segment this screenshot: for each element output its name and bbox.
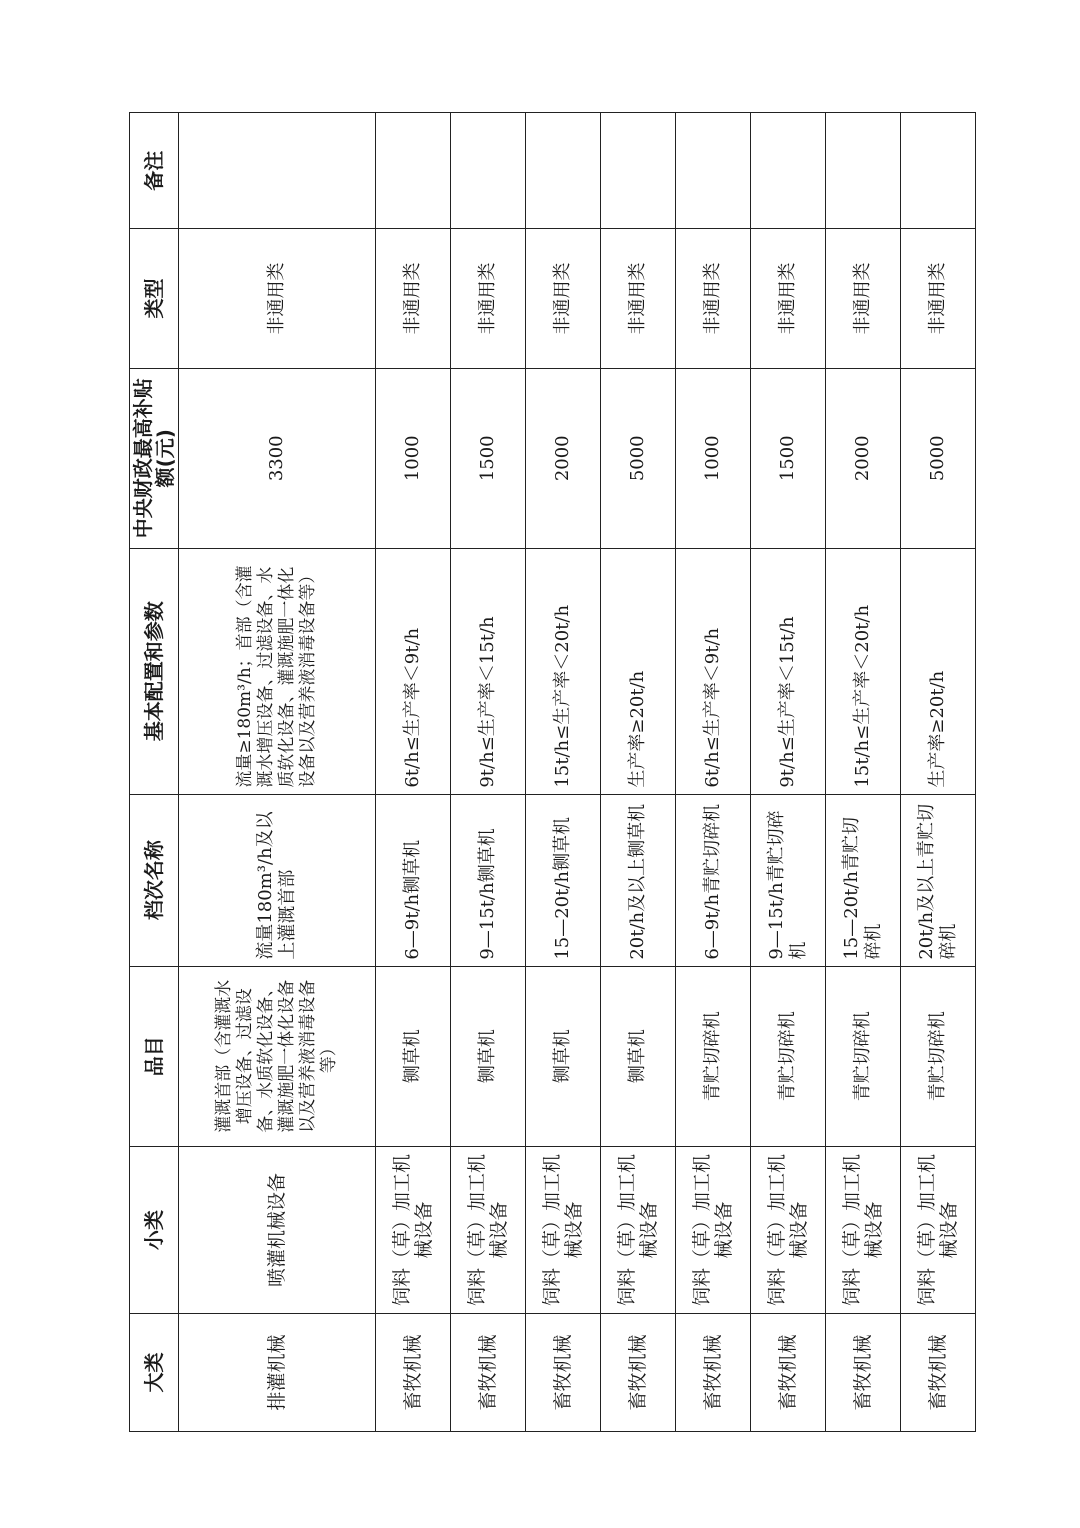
category-cell: 畜牧机械	[826, 1314, 901, 1432]
table-header-row	[130, 113, 179, 1432]
category-cell: 畜牧机械	[526, 1314, 601, 1432]
subcategory-cell: 饲料（草）加工机械设备	[751, 1146, 826, 1313]
note-cell	[451, 113, 526, 229]
category-cell: 畜牧机械	[451, 1314, 526, 1432]
params-cell: 6t/h≤生产率＜9t/h	[376, 548, 451, 794]
table-row	[676, 113, 751, 1432]
grade-cell: 6—9t/h铡草机	[376, 794, 451, 966]
type-cell: 非通用类	[376, 229, 451, 368]
type-cell: 非通用类	[901, 229, 976, 368]
category-cell: 畜牧机械	[751, 1314, 826, 1432]
params-cell: 生产率≥20t/h	[601, 548, 676, 794]
table-row	[601, 113, 676, 1432]
table-row	[826, 113, 901, 1432]
params-cell: 流量≥180m³/h；首部（含灌溉水增压设备、过滤设备、水质软化设备、灌溉施肥一体化设备以及营养液消毒设备等）	[179, 548, 376, 794]
subcategory-cell: 饲料（草）加工机械设备	[601, 1146, 676, 1313]
type-cell: 非通用类	[526, 229, 601, 368]
grade-cell: 15—20t/h青贮切碎机	[826, 794, 901, 966]
table-row	[451, 113, 526, 1432]
table-row	[901, 113, 976, 1432]
header-subsidy: 中央财政最高补贴额(元)	[130, 368, 179, 548]
subcategory-cell: 饲料（草）加工机械设备	[826, 1146, 901, 1313]
grade-cell: 20t/h及以上铡草机	[601, 794, 676, 966]
params-cell: 9t/h≤生产率＜15t/h	[451, 548, 526, 794]
item-cell: 铡草机	[601, 966, 676, 1146]
rotated-table-container	[129, 112, 960, 1432]
category-cell: 排灌机械	[179, 1314, 376, 1432]
table-row	[179, 113, 376, 1432]
note-cell	[826, 113, 901, 229]
subsidy-cell: 2000	[526, 368, 601, 548]
subsidy-cell: 5000	[901, 368, 976, 548]
category-cell: 畜牧机械	[676, 1314, 751, 1432]
subsidy-cell: 1000	[676, 368, 751, 548]
category-cell: 畜牧机械	[601, 1314, 676, 1432]
table-row	[376, 113, 451, 1432]
header-params: 基本配置和参数	[130, 548, 179, 794]
grade-cell: 15—20t/h铡草机	[526, 794, 601, 966]
subcategory-cell: 饲料（草）加工机械设备	[376, 1146, 451, 1313]
subsidy-cell: 5000	[601, 368, 676, 548]
header-subcategory: 小类	[130, 1146, 179, 1313]
item-cell: 灌溉首部（含灌溉水增压设备、过滤设备、水质软化设备、灌溉施肥一体化设备以及营养液消毒设备等）	[179, 966, 376, 1146]
subcategory-cell: 饲料（草）加工机械设备	[526, 1146, 601, 1313]
item-cell: 铡草机	[376, 966, 451, 1146]
item-cell: 铡草机	[526, 966, 601, 1146]
header-type: 类型	[130, 229, 179, 368]
table-row	[751, 113, 826, 1432]
subsidy-cell: 3300	[179, 368, 376, 548]
subsidy-cell: 2000	[826, 368, 901, 548]
type-cell: 非通用类	[751, 229, 826, 368]
grade-cell: 6—9t/h青贮切碎机	[676, 794, 751, 966]
type-cell: 非通用类	[601, 229, 676, 368]
table-row	[526, 113, 601, 1432]
type-cell: 非通用类	[826, 229, 901, 368]
subcategory-cell: 饲料（草）加工机械设备	[451, 1146, 526, 1313]
type-cell: 非通用类	[676, 229, 751, 368]
category-cell: 畜牧机械	[376, 1314, 451, 1432]
type-cell: 非通用类	[451, 229, 526, 368]
item-cell: 青贮切碎机	[901, 966, 976, 1146]
header-grade: 档次名称	[130, 794, 179, 966]
item-cell: 青贮切碎机	[676, 966, 751, 1146]
subcategory-cell: 喷灌机械设备	[179, 1146, 376, 1313]
grade-cell: 流量180m³/h及以上灌溉首部	[179, 794, 376, 966]
header-note: 备注	[130, 113, 179, 229]
subsidy-cell: 1500	[751, 368, 826, 548]
params-cell: 6t/h≤生产率＜9t/h	[676, 548, 751, 794]
note-cell	[901, 113, 976, 229]
item-cell: 青贮切碎机	[826, 966, 901, 1146]
grade-cell: 20t/h及以上青贮切碎机	[901, 794, 976, 966]
params-cell: 15t/h≤生产率＜20t/h	[826, 548, 901, 794]
subcategory-cell: 饲料（草）加工机械设备	[676, 1146, 751, 1313]
header-category: 大类	[130, 1314, 179, 1432]
subsidy-cell: 1500	[451, 368, 526, 548]
grade-cell: 9—15t/h铡草机	[451, 794, 526, 966]
note-cell	[601, 113, 676, 229]
table-body	[179, 113, 976, 1432]
category-cell: 畜牧机械	[901, 1314, 976, 1432]
grade-cell: 9—15t/h青贮切碎机	[751, 794, 826, 966]
item-cell: 青贮切碎机	[751, 966, 826, 1146]
subcategory-cell: 饲料（草）加工机械设备	[901, 1146, 976, 1313]
params-cell: 生产率≥20t/h	[901, 548, 976, 794]
type-cell: 非通用类	[179, 229, 376, 368]
params-cell: 15t/h≤生产率＜20t/h	[526, 548, 601, 794]
params-cell: 9t/h≤生产率＜15t/h	[751, 548, 826, 794]
note-cell	[526, 113, 601, 229]
item-cell: 铡草机	[451, 966, 526, 1146]
note-cell	[376, 113, 451, 229]
note-cell	[676, 113, 751, 229]
note-cell	[179, 113, 376, 229]
subsidy-cell: 1000	[376, 368, 451, 548]
note-cell	[751, 113, 826, 229]
subsidy-table	[129, 112, 976, 1432]
header-item: 品目	[130, 966, 179, 1146]
